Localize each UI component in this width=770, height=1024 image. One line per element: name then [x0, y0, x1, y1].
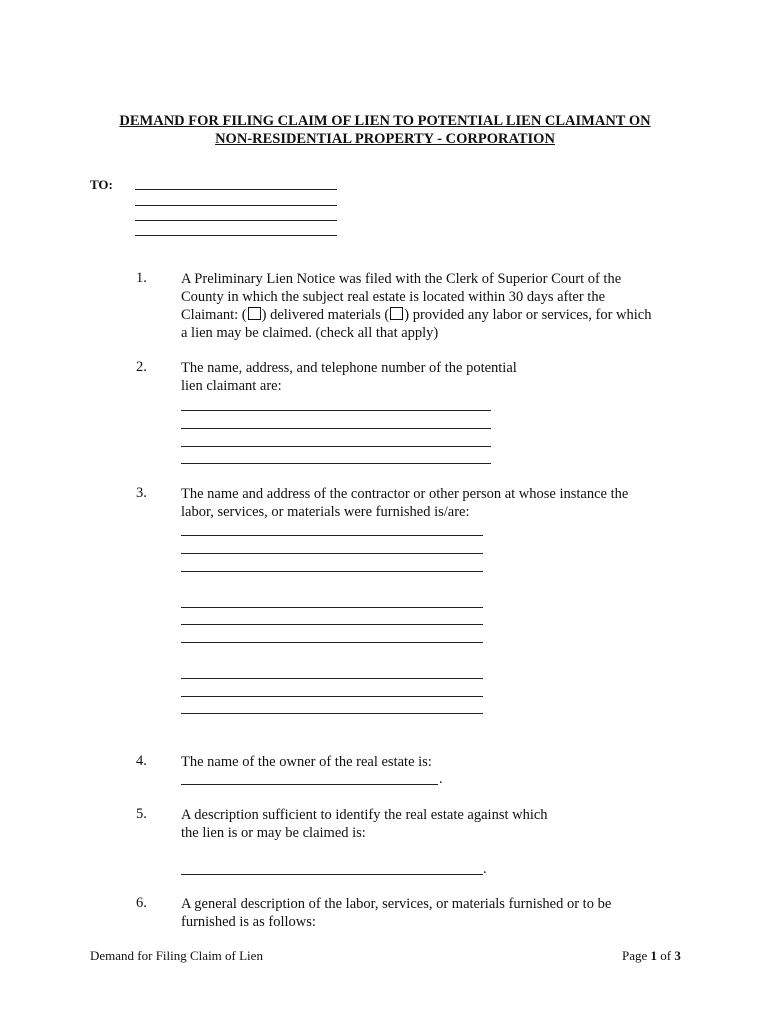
item-2-line-1: The name, address, and telephone number of the potential	[181, 360, 517, 376]
item-1-line-4: a lien may be claimed. (check all that apply)	[181, 325, 439, 341]
item-6-number: 6.	[136, 895, 147, 911]
item-5-line-1: A description sufficient to identify the real estate against which	[181, 807, 548, 823]
owner-line-period: .	[439, 771, 443, 787]
page-of: of	[657, 948, 675, 963]
contractor-line-7[interactable]	[181, 678, 483, 679]
item-5-number: 5.	[136, 806, 147, 822]
item-5-text	[181, 806, 548, 842]
contractor-line-4[interactable]	[181, 607, 483, 608]
to-label: TO:	[90, 177, 113, 192]
item-4-line-1: The name of the owner of the real estate is:	[181, 754, 432, 770]
contractor-line-8[interactable]	[181, 696, 483, 697]
materials-checkbox[interactable]	[390, 307, 403, 320]
page-prefix: Page	[622, 948, 651, 963]
contractor-line-6[interactable]	[181, 642, 483, 643]
item-3-text	[181, 485, 628, 521]
real-estate-line-period: .	[483, 861, 487, 877]
item-6-text	[181, 895, 611, 931]
to-line-1[interactable]	[135, 189, 337, 190]
footer-page-number	[622, 948, 681, 964]
to-line-4[interactable]	[135, 235, 337, 236]
contractor-line-5[interactable]	[181, 624, 483, 625]
item-1-line-3c: ) provided any labor or services, for which	[404, 307, 652, 323]
claimant-line-4[interactable]	[181, 463, 491, 464]
item-1-text	[181, 270, 652, 342]
claimant-line-3[interactable]	[181, 446, 491, 447]
item-1-line-3b: ) delivered materials (	[261, 307, 390, 323]
item-5-line-2: the lien is or may be claimed is:	[181, 825, 366, 841]
item-3-line-1: The name and address of the contractor or other person at whose instance the	[181, 486, 629, 502]
item-2-text	[181, 359, 517, 395]
owner-line[interactable]	[181, 784, 438, 785]
labor-services-checkbox[interactable]	[248, 307, 261, 320]
item-6-line-1: A general description of the labor, services, or materials furnished or to be	[181, 896, 612, 912]
to-line-2[interactable]	[135, 205, 337, 206]
item-3-number: 3.	[136, 485, 147, 501]
item-1-line-3	[181, 306, 652, 324]
item-4-number: 4.	[136, 753, 147, 769]
item-3-line-2: labor, services, or materials were furnished is/are:	[181, 504, 470, 520]
item-2-line-2: lien claimant are:	[181, 378, 282, 394]
item-1-line-1: A Preliminary Lien Notice was filed with the Clerk of Superior Court of the	[181, 271, 622, 287]
footer-document-name: Demand for Filing Claim of Lien	[90, 948, 263, 963]
item-2-number: 2.	[136, 359, 147, 375]
contractor-line-3[interactable]	[181, 571, 483, 572]
page-current: 1	[650, 948, 658, 963]
item-1-line-3a: Claimant: (	[181, 307, 247, 323]
document-title-line-2: NON-RESIDENTIAL PROPERTY - CORPORATION	[215, 131, 555, 147]
claimant-line-2[interactable]	[181, 428, 491, 429]
item-1-number: 1.	[136, 270, 147, 286]
claimant-line-1[interactable]	[181, 410, 491, 411]
contractor-line-2[interactable]	[181, 553, 483, 554]
page-total: 3	[674, 948, 681, 963]
contractor-line-1[interactable]	[181, 535, 483, 536]
contractor-line-9[interactable]	[181, 713, 483, 714]
real-estate-line[interactable]	[181, 874, 483, 875]
item-1-line-2: County in which the subject real estate is located within 30 days after the	[181, 289, 606, 305]
document-title-line-1: DEMAND FOR FILING CLAIM OF LIEN TO POTENTIAL LIEN CLAIMANT ON	[119, 113, 651, 129]
to-line-3[interactable]	[135, 220, 337, 221]
item-6-line-2: furnished is as follows:	[181, 914, 316, 930]
